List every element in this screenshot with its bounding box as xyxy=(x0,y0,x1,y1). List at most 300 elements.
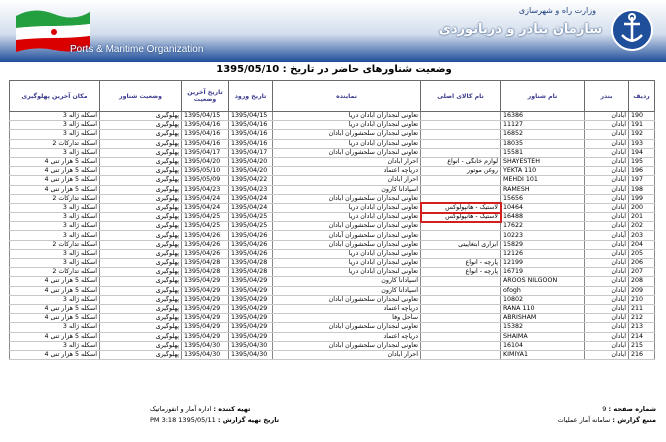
cell-row-number: 213 xyxy=(629,323,655,332)
table-header-row xyxy=(10,81,655,112)
cell-vessel-status: پهلوگیری xyxy=(100,121,182,130)
table-row xyxy=(10,213,655,222)
col-header-last-status-date: تاریخ آخرین وضعیت xyxy=(182,81,229,112)
cell-row-number: 215 xyxy=(629,341,655,350)
cell-row-number: 208 xyxy=(629,277,655,286)
table-row xyxy=(10,222,655,231)
cell-last-status-date: 1395/04/30 xyxy=(182,341,229,350)
cell-row-number: 211 xyxy=(629,304,655,313)
cell-port: آبادان xyxy=(585,167,629,176)
page-number-value: 9 xyxy=(602,405,607,413)
table-row xyxy=(10,332,655,341)
cell-port: آبادان xyxy=(585,277,629,286)
table-row xyxy=(10,167,655,176)
cell-vessel-status: پهلوگیری xyxy=(100,231,182,240)
cell-row-number: 198 xyxy=(629,185,655,194)
cell-row-number: 205 xyxy=(629,249,655,258)
cell-vessel-status: پهلوگیری xyxy=(100,240,182,249)
cell-vessel-name: ofogh xyxy=(501,286,585,295)
cell-row-number: 216 xyxy=(629,350,655,359)
cell-vessel-status: پهلوگیری xyxy=(100,194,182,203)
cell-port: آبادان xyxy=(585,185,629,194)
cell-vessel-name: 10464 xyxy=(501,203,585,212)
cell-vessel-name: 16852 xyxy=(501,130,585,139)
cell-agent: دریاچه اعتماد xyxy=(273,304,421,313)
cell-last-berth: اسکله تدارکات 2 xyxy=(10,194,100,203)
cell-row-number: 191 xyxy=(629,121,655,130)
cell-main-cargo xyxy=(421,130,501,139)
cell-arrival-date: 1395/04/29 xyxy=(229,323,273,332)
cell-vessel-status: پهلوگیری xyxy=(100,176,182,185)
cell-agent: دریاچه اعتماد xyxy=(273,167,421,176)
cell-main-cargo: پارچه - انواع xyxy=(421,268,501,277)
table-row xyxy=(10,194,655,203)
cell-arrival-date: 1395/04/29 xyxy=(229,277,273,286)
cell-port: آبادان xyxy=(585,249,629,258)
cell-row-number: 207 xyxy=(629,268,655,277)
cell-last-berth: اسکله 5 هزار تنی 4 xyxy=(10,350,100,359)
cell-port: آبادان xyxy=(585,268,629,277)
report-source xyxy=(558,416,656,424)
cell-last-berth: اسکله ژاله 3 xyxy=(10,213,100,222)
cell-last-status-date: 1395/04/29 xyxy=(182,332,229,341)
cell-last-berth: اسکله ژاله 3 xyxy=(10,259,100,268)
cell-vessel-status: پهلوگیری xyxy=(100,157,182,166)
cell-arrival-date: 1395/04/28 xyxy=(229,268,273,277)
cell-main-cargo xyxy=(421,314,501,323)
cell-last-berth: اسکله 5 هزار تنی 4 xyxy=(10,332,100,341)
cell-vessel-name: 12199 xyxy=(501,259,585,268)
cell-row-number: 206 xyxy=(629,259,655,268)
cell-last-status-date: 1395/04/26 xyxy=(182,231,229,240)
cell-last-status-date: 1395/04/16 xyxy=(182,121,229,130)
cell-main-cargo: پارچه - انواع xyxy=(421,259,501,268)
cell-vessel-name: 17622 xyxy=(501,222,585,231)
cell-last-status-date: 1395/04/29 xyxy=(182,286,229,295)
cell-last-berth: اسکله ژاله 3 xyxy=(10,231,100,240)
table-row xyxy=(10,231,655,240)
table-row xyxy=(10,240,655,249)
cell-main-cargo: روغن موتور xyxy=(421,167,501,176)
cell-arrival-date: 1395/04/29 xyxy=(229,314,273,323)
cell-port: آبادان xyxy=(585,157,629,166)
cell-arrival-date: 1395/04/16 xyxy=(229,121,273,130)
table-body xyxy=(10,112,655,360)
cell-row-number: 192 xyxy=(629,130,655,139)
table-row xyxy=(10,259,655,268)
col-header-port: بندر xyxy=(585,81,629,112)
cell-last-status-date: 1395/04/29 xyxy=(182,295,229,304)
cell-vessel-name: 16386 xyxy=(501,112,585,121)
cell-main-cargo xyxy=(421,277,501,286)
cell-port: آبادان xyxy=(585,139,629,148)
col-header-agent: نماینده xyxy=(273,81,421,112)
cell-agent: تعاونی لنجداران آبادان دریا xyxy=(273,139,421,148)
table-row xyxy=(10,112,655,121)
table-row xyxy=(10,304,655,313)
cell-last-status-date: 1395/04/16 xyxy=(182,130,229,139)
cell-main-cargo xyxy=(421,231,501,240)
cell-arrival-date: 1395/04/28 xyxy=(229,259,273,268)
cell-arrival-date: 1395/04/26 xyxy=(229,240,273,249)
cell-arrival-date: 1395/04/26 xyxy=(229,231,273,240)
page-number-label: شماره صفحه : xyxy=(608,405,656,413)
cell-vessel-status: پهلوگیری xyxy=(100,314,182,323)
cell-vessel-status: پهلوگیری xyxy=(100,295,182,304)
cell-last-berth: اسکله 5 هزار تنی 4 xyxy=(10,304,100,313)
cell-vessel-name: SHAYESTEH xyxy=(501,157,585,166)
cell-port: آبادان xyxy=(585,240,629,249)
cell-last-berth: اسکله تدارکات 2 xyxy=(10,240,100,249)
cell-arrival-date: 1395/04/29 xyxy=(229,295,273,304)
cell-vessel-status: پهلوگیری xyxy=(100,332,182,341)
cell-agent: تعاونی لنجداران آبادان دریا xyxy=(273,203,421,212)
cell-last-berth: اسکله ژاله 3 xyxy=(10,203,100,212)
cell-last-berth: اسکله ژاله 3 xyxy=(10,341,100,350)
cell-vessel-status: پهلوگیری xyxy=(100,304,182,313)
cell-agent: تعاونی لنجداران سلحشوران آبادان xyxy=(273,130,421,139)
cell-last-status-date: 1395/04/24 xyxy=(182,203,229,212)
cell-agent: تعاونی لنجداران سلحشوران آبادان xyxy=(273,323,421,332)
cell-port: آبادان xyxy=(585,332,629,341)
cell-arrival-date: 1395/04/26 xyxy=(229,249,273,258)
cell-vessel-status: پهلوگیری xyxy=(100,148,182,157)
cell-last-berth: اسکله ژاله 3 xyxy=(10,148,100,157)
cell-row-number: 190 xyxy=(629,112,655,121)
cell-main-cargo xyxy=(421,185,501,194)
cell-vessel-status: پهلوگیری xyxy=(100,185,182,194)
cell-last-berth: اسکله ژاله 3 xyxy=(10,112,100,121)
cell-port: آبادان xyxy=(585,213,629,222)
cell-port: آبادان xyxy=(585,194,629,203)
cell-last-status-date: 1395/04/26 xyxy=(182,249,229,258)
cell-vessel-name: YEKTA 110 xyxy=(501,167,585,176)
cell-arrival-date: 1395/04/30 xyxy=(229,341,273,350)
cell-vessel-name: 16488 xyxy=(501,213,585,222)
cell-agent: تعاونی لنجداران سلحشوران آبادان xyxy=(273,341,421,350)
cell-vessel-status: پهلوگیری xyxy=(100,222,182,231)
cell-row-number: 212 xyxy=(629,314,655,323)
table-row xyxy=(10,295,655,304)
table-row xyxy=(10,249,655,258)
ministry-name: وزارت راه و شهرسازی xyxy=(518,6,596,15)
cell-arrival-date: 1395/04/22 xyxy=(229,176,273,185)
page-number xyxy=(602,405,656,413)
report-title: وضعیت شناورهای حاضر در تاریخ : 1395/05/10 xyxy=(216,64,452,75)
cell-vessel-status: پهلوگیری xyxy=(100,259,182,268)
cell-arrival-date: 1395/04/24 xyxy=(229,203,273,212)
cell-last-berth: اسکله 5 هزار تنی 4 xyxy=(10,314,100,323)
table-row xyxy=(10,323,655,332)
cell-row-number: 197 xyxy=(629,176,655,185)
cell-agent: اسپادانا کارون xyxy=(273,185,421,194)
cell-port: آبادان xyxy=(585,295,629,304)
col-header-last-berth: مکان آخرین پهلوگیری xyxy=(10,81,100,112)
cell-vessel-status: پهلوگیری xyxy=(100,268,182,277)
cell-row-number: 210 xyxy=(629,295,655,304)
cell-last-status-date: 1395/04/20 xyxy=(182,157,229,166)
prepared-by xyxy=(150,405,250,413)
table-row xyxy=(10,148,655,157)
cell-last-berth: اسکله ژاله 3 xyxy=(10,121,100,130)
cell-port: آبادان xyxy=(585,203,629,212)
cell-last-status-date: 1395/04/28 xyxy=(182,268,229,277)
cell-vessel-name: 12126 xyxy=(501,249,585,258)
header-banner xyxy=(0,0,666,62)
cell-vessel-status: پهلوگیری xyxy=(100,350,182,359)
cell-last-status-date: 1395/04/15 xyxy=(182,112,229,121)
cell-port: آبادان xyxy=(585,259,629,268)
cell-port: آبادان xyxy=(585,314,629,323)
col-header-main-cargo: نام کالای اصلی xyxy=(421,81,501,112)
cell-main-cargo xyxy=(421,341,501,350)
prepared-by-value: اداره آمار و انفورماتیک xyxy=(150,405,212,413)
cell-vessel-status: پهلوگیری xyxy=(100,112,182,121)
cell-last-status-date: 1395/04/25 xyxy=(182,222,229,231)
cell-agent: تعاونی لنجداران سلحشوران آبادان xyxy=(273,231,421,240)
cell-last-status-date: 1395/04/24 xyxy=(182,194,229,203)
cell-last-berth: اسکله 5 هزار تنی 4 xyxy=(10,185,100,194)
cell-arrival-date: 1395/04/24 xyxy=(229,194,273,203)
cell-arrival-date: 1395/04/16 xyxy=(229,130,273,139)
vessel-status-table xyxy=(9,80,654,360)
cell-agent: تعاونی لنجداران آبادان دریا xyxy=(273,112,421,121)
table-row xyxy=(10,350,655,359)
table-row xyxy=(10,341,655,350)
cell-row-number: 209 xyxy=(629,286,655,295)
table-row xyxy=(10,277,655,286)
cell-agent: تعاونی لنجداران آبادان دریا xyxy=(273,213,421,222)
cell-last-berth: اسکله 5 هزار تنی 4 xyxy=(10,176,100,185)
cell-row-number: 203 xyxy=(629,231,655,240)
report-source-value: سامانه آمار عملیات xyxy=(557,416,611,424)
cell-last-berth: اسکله تدارکات 2 xyxy=(10,139,100,148)
cell-arrival-date: 1395/04/15 xyxy=(229,112,273,121)
cell-last-status-date: 1395/04/29 xyxy=(182,323,229,332)
cell-agent: تعاونی لنجداران آبادان دریا xyxy=(273,268,421,277)
cell-last-berth: اسکله 5 هزار تنی 4 xyxy=(10,157,100,166)
cell-port: آبادان xyxy=(585,121,629,130)
table-row xyxy=(10,203,655,212)
cell-main-cargo xyxy=(421,249,501,258)
cell-arrival-date: 1395/04/25 xyxy=(229,222,273,231)
table-row xyxy=(10,121,655,130)
cell-last-berth: اسکله 5 هزار تنی 4 xyxy=(10,286,100,295)
cell-arrival-date: 1395/04/16 xyxy=(229,139,273,148)
cell-last-berth: اسکله ژاله 3 xyxy=(10,249,100,258)
cell-vessel-name: RANA 110 xyxy=(501,304,585,313)
table-row xyxy=(10,268,655,277)
cell-agent: تعاونی لنجداران سلحشوران آبادان xyxy=(273,240,421,249)
cell-arrival-date: 1395/04/30 xyxy=(229,350,273,359)
cell-port: آبادان xyxy=(585,350,629,359)
cell-last-status-date: 1395/04/23 xyxy=(182,185,229,194)
cell-vessel-status: پهلوگیری xyxy=(100,167,182,176)
cell-last-status-date: 1395/04/16 xyxy=(182,139,229,148)
cell-agent: تعاونی لنجداران سلحشوران آبادان xyxy=(273,194,421,203)
cell-vessel-status: پهلوگیری xyxy=(100,130,182,139)
cell-vessel-name: 10802 xyxy=(501,295,585,304)
cell-main-cargo xyxy=(421,148,501,157)
cell-arrival-date: 1395/04/25 xyxy=(229,213,273,222)
cell-port: آبادان xyxy=(585,231,629,240)
cell-agent: تعاونی لنجداران آبادان دریا xyxy=(273,259,421,268)
cell-agent: تعاونی لنجداران سلحشوران آبادان xyxy=(273,222,421,231)
col-header-vessel-status: وضعیت شناور xyxy=(100,81,182,112)
cell-vessel-name: 10223 xyxy=(501,231,585,240)
cell-main-cargo xyxy=(421,112,501,121)
cell-last-status-date: 1395/05/10 xyxy=(182,167,229,176)
cell-vessel-status: پهلوگیری xyxy=(100,277,182,286)
cell-main-cargo xyxy=(421,323,501,332)
report-footer xyxy=(0,404,666,440)
cell-row-number: 199 xyxy=(629,194,655,203)
cell-vessel-status: پهلوگیری xyxy=(100,286,182,295)
cell-arrival-date: 1395/04/29 xyxy=(229,332,273,341)
table-row xyxy=(10,286,655,295)
cell-vessel-name: 15382 xyxy=(501,323,585,332)
cell-row-number: 196 xyxy=(629,167,655,176)
col-header-arrival-date: تاریخ ورود xyxy=(229,81,273,112)
org-name-persian: سازمان بنادر و دریانوردی xyxy=(438,22,602,37)
table-row xyxy=(10,176,655,185)
cell-port: آبادان xyxy=(585,222,629,231)
cell-last-status-date: 1395/04/25 xyxy=(182,213,229,222)
cell-last-status-date: 1395/04/29 xyxy=(182,304,229,313)
table-row xyxy=(10,157,655,166)
cell-main-cargo: ابزاری ابتغاییتی xyxy=(421,240,501,249)
cell-port: آبادان xyxy=(585,286,629,295)
cell-main-cargo xyxy=(421,194,501,203)
cell-port: آبادان xyxy=(585,341,629,350)
cell-arrival-date: 1395/04/17 xyxy=(229,148,273,157)
cell-last-berth: اسکله تدارکات 2 xyxy=(10,268,100,277)
anchor-logo-icon xyxy=(610,8,654,52)
cell-vessel-status: پهلوگیری xyxy=(100,341,182,350)
table-row xyxy=(10,139,655,148)
cell-vessel-name: 15829 xyxy=(501,240,585,249)
cell-vessel-name: 15581 xyxy=(501,148,585,157)
cell-vessel-status: پهلوگیری xyxy=(100,213,182,222)
cell-row-number: 202 xyxy=(629,222,655,231)
cell-port: آبادان xyxy=(585,148,629,157)
cell-main-cargo xyxy=(421,222,501,231)
cell-last-status-date: 1395/04/26 xyxy=(182,240,229,249)
cell-agent: تعاونی لنجداران آبادان دریا xyxy=(273,121,421,130)
cell-main-cargo xyxy=(421,121,501,130)
cell-main-cargo: لوازم خانگی - انواع xyxy=(421,157,501,166)
cell-arrival-date: 1395/04/29 xyxy=(229,304,273,313)
cell-vessel-status: پهلوگیری xyxy=(100,249,182,258)
cell-vessel-name: ABRISHAM xyxy=(501,314,585,323)
cell-row-number: 214 xyxy=(629,332,655,341)
prepared-by-label: تهیه کننده : xyxy=(213,405,251,413)
table-row xyxy=(10,130,655,139)
cell-vessel-name: 15656 xyxy=(501,194,585,203)
cell-arrival-date: 1395/04/29 xyxy=(229,286,273,295)
cell-port: آبادان xyxy=(585,304,629,313)
col-header-vessel-name: نام شناور xyxy=(501,81,585,112)
cell-vessel-name: MEHDI 101 xyxy=(501,176,585,185)
col-header-row-number: ردیف xyxy=(629,81,655,112)
cell-row-number: 195 xyxy=(629,157,655,166)
cell-row-number: 193 xyxy=(629,139,655,148)
cell-main-cargo: لاستیک - هانپولوکس xyxy=(421,203,501,212)
table-row xyxy=(10,185,655,194)
cell-last-berth: اسکله 5 هزار تنی 4 xyxy=(10,277,100,286)
cell-vessel-name: RAMESH xyxy=(501,185,585,194)
cell-main-cargo: لاستیک - هانپولوکس xyxy=(421,213,501,222)
cell-vessel-name: 18035 xyxy=(501,139,585,148)
report-date-value: 1395/05/11 3:18 PM xyxy=(150,416,216,424)
cell-last-status-date: 1395/04/29 xyxy=(182,314,229,323)
cell-vessel-name: 16104 xyxy=(501,341,585,350)
cell-agent: احرار آبادان xyxy=(273,157,421,166)
cell-main-cargo xyxy=(421,286,501,295)
cell-port: آبادان xyxy=(585,130,629,139)
cell-last-berth: اسکله ژاله 3 xyxy=(10,130,100,139)
cell-port: آبادان xyxy=(585,112,629,121)
org-name-english: Ports & Maritime Organization xyxy=(70,44,204,55)
cell-last-berth: اسکله ژاله 3 xyxy=(10,295,100,304)
table-row xyxy=(10,314,655,323)
cell-main-cargo xyxy=(421,176,501,185)
cell-row-number: 200 xyxy=(629,203,655,212)
cell-main-cargo xyxy=(421,350,501,359)
cell-main-cargo xyxy=(421,332,501,341)
cell-agent: تعاونی لنجداران سلحشوران آبادان xyxy=(273,148,421,157)
cell-last-status-date: 1395/04/29 xyxy=(182,277,229,286)
cell-last-status-date: 1395/04/30 xyxy=(182,350,229,359)
report-date xyxy=(150,416,279,424)
cell-last-berth: اسکله 5 هزار تنی 4 xyxy=(10,167,100,176)
report-date-label: تاریخ تهیه گزارش : xyxy=(217,416,280,424)
cell-port: آبادان xyxy=(585,176,629,185)
cell-row-number: 194 xyxy=(629,148,655,157)
cell-port: آبادان xyxy=(585,323,629,332)
cell-agent: ساحل وفا xyxy=(273,314,421,323)
cell-last-status-date: 1395/04/28 xyxy=(182,259,229,268)
cell-agent: تعاونی لنجداران آبادان دریا xyxy=(273,249,421,258)
cell-vessel-name: KIMIYA1 xyxy=(501,350,585,359)
cell-row-number: 204 xyxy=(629,240,655,249)
cell-vessel-status: پهلوگیری xyxy=(100,203,182,212)
cell-main-cargo xyxy=(421,304,501,313)
cell-vessel-name: 16719 xyxy=(501,268,585,277)
cell-arrival-date: 1395/04/23 xyxy=(229,185,273,194)
cell-agent: تعاونی لنجداران سلحشوران آبادان xyxy=(273,295,421,304)
cell-last-status-date: 1395/04/17 xyxy=(182,148,229,157)
cell-agent: احرار آبادان xyxy=(273,350,421,359)
cell-vessel-status: پهلوگیری xyxy=(100,139,182,148)
cell-vessel-status: پهلوگیری xyxy=(100,323,182,332)
cell-last-berth: اسکله ژاله 3 xyxy=(10,222,100,231)
cell-last-berth: اسکله ژاله 3 xyxy=(10,323,100,332)
cell-main-cargo xyxy=(421,295,501,304)
cell-agent: احرار آبادان xyxy=(273,176,421,185)
report-source-label: منبع گزارش : xyxy=(612,416,656,424)
cell-row-number: 201 xyxy=(629,213,655,222)
cell-agent: اسپادانا کارون xyxy=(273,277,421,286)
cell-arrival-date: 1395/04/20 xyxy=(229,167,273,176)
cell-agent: اسپادانا کارون xyxy=(273,286,421,295)
cell-vessel-name: SHAIMA xyxy=(501,332,585,341)
cell-last-status-date: 1395/05/09 xyxy=(182,176,229,185)
cell-arrival-date: 1395/04/20 xyxy=(229,157,273,166)
cell-vessel-name: 11127 xyxy=(501,121,585,130)
cell-agent: دریاچه اعتماد xyxy=(273,332,421,341)
cell-main-cargo xyxy=(421,139,501,148)
